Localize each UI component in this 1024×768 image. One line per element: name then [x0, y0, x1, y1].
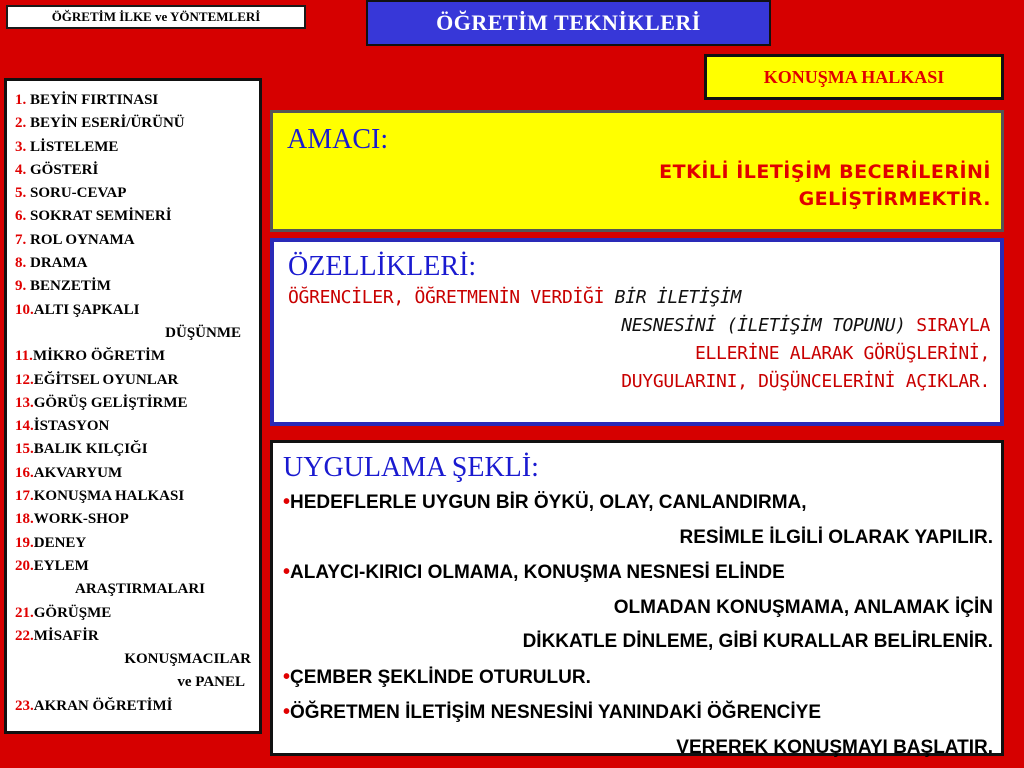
usage-panel	[270, 440, 1004, 756]
aim-line: GELİŞTİRMEKTİR.	[798, 188, 991, 210]
technique-item	[15, 532, 259, 555]
technique-number: 11.	[15, 348, 33, 365]
technique-label: AKRAN ÖĞRETİMİ	[33, 697, 173, 714]
technique-number: 23.	[15, 697, 34, 714]
features-line: ELLERİNE ALARAK GÖRÜŞLERİNİ,	[694, 343, 990, 364]
technique-number: 17.	[15, 488, 34, 505]
technique-item	[15, 555, 259, 578]
technique-item	[15, 438, 259, 461]
features-line: DUYGULARINI, DÜŞÜNCELERİNİ AÇIKLAR.	[621, 371, 990, 392]
bullet-icon: •	[283, 491, 291, 513]
features-text-segment: SIRAYLA	[905, 315, 990, 336]
bullet-icon: •	[283, 665, 291, 688]
course-label: ÖĞRETİM İLKE ve YÖNTEMLERİ	[6, 5, 306, 29]
technique-item	[15, 299, 259, 322]
technique-item	[15, 89, 259, 112]
technique-number: 16.	[15, 464, 34, 481]
technique-label-continuation: ve PANEL	[177, 674, 245, 691]
technique-label: SORU-CEVAP	[26, 185, 127, 202]
technique-label: ROL OYNAMA	[26, 231, 135, 248]
technique-item	[15, 159, 259, 182]
technique-item	[15, 229, 259, 252]
technique-item	[15, 695, 259, 718]
technique-item	[15, 112, 259, 135]
technique-label: KONUŞMA HALKASI	[33, 488, 185, 505]
technique-label: BEYİN FIRTINASI	[26, 92, 159, 108]
technique-label: DENEY	[33, 534, 87, 551]
features-text-segment: ÖĞRENCİLER, ÖĞRETMENİN VERDİĞİ	[288, 287, 615, 308]
usage-text: ALAYCI-KIRICI OLMAMA, KONUŞMA NESNESİ ELİNDE	[290, 562, 785, 583]
usage-line	[283, 555, 993, 591]
technique-number: 4.	[15, 161, 27, 178]
aim-text	[287, 159, 991, 213]
technique-item	[15, 252, 259, 275]
features-line	[288, 312, 990, 340]
usage-line	[283, 485, 993, 521]
features-heading: ÖZELLİKLERİ:	[288, 251, 477, 282]
technique-item	[15, 485, 259, 508]
technique-number: 9.	[15, 278, 27, 295]
technique-number: 10.	[15, 301, 34, 318]
usage-heading: UYGULAMA ŞEKLİ:	[283, 452, 539, 483]
usage-text: ÖĞRETMEN İLETİŞİM NESNESİNİ YANINDAKİ ÖĞRENCİYE	[290, 702, 822, 723]
aim-line: ETKİLİ İLETİŞİM BECERİLERİNİ	[659, 161, 991, 183]
features-text-segment: NESNESİNİ (İLETİŞİM TOPUNU)	[621, 315, 906, 336]
usage-text: ÇEMBER ŞEKLİNDE OTURULUR.	[290, 666, 591, 688]
technique-label: GÖSTERİ	[26, 161, 99, 178]
usage-line: RESİMLE İLGİLİ OLARAK YAPILIR.	[679, 526, 993, 548]
technique-label: BEYİN ESERİ/ÜRÜNÜ	[26, 115, 185, 132]
technique-label: GÖRÜŞME	[33, 604, 112, 621]
technique-number: 2.	[15, 115, 27, 132]
technique-number: 14.	[15, 418, 34, 435]
usage-line	[283, 660, 993, 696]
technique-item	[15, 508, 259, 531]
bullet-icon: •	[283, 701, 291, 723]
technique-label: DRAMA	[26, 255, 88, 272]
technique-item	[15, 369, 259, 392]
technique-number: 18.	[15, 511, 34, 528]
technique-number: 1.	[15, 92, 27, 108]
technique-item	[15, 392, 259, 415]
technique-item	[15, 602, 259, 625]
techniques-list	[4, 78, 262, 734]
features-panel	[270, 238, 1004, 426]
technique-number: 15.	[15, 441, 34, 458]
features-line	[288, 284, 990, 312]
technique-number: 3.	[15, 138, 27, 155]
technique-number: 7.	[15, 231, 27, 248]
technique-label: EĞİTSEL OYUNLAR	[33, 371, 179, 388]
aim-heading: AMACI:	[287, 124, 389, 155]
technique-number: 21.	[15, 604, 34, 621]
slide-title: ÖĞRETİM TEKNİKLERİ	[366, 0, 771, 46]
technique-item	[15, 182, 259, 205]
technique-number: 12.	[15, 371, 34, 388]
technique-label: WORK-SHOP	[33, 511, 129, 528]
usage-text: HEDEFLERLE UYGUN BİR ÖYKÜ, OLAY, CANLANDIRMA,	[290, 492, 807, 513]
technique-label: SOKRAT SEMİNERİ	[26, 208, 172, 225]
technique-item	[15, 136, 259, 159]
technique-title: KONUŞMA HALKASI	[704, 54, 1004, 100]
technique-number: 6.	[15, 208, 27, 225]
technique-label-continuation: KONUŞMACILAR	[124, 651, 251, 668]
technique-label: BENZETİM	[26, 278, 111, 295]
features-text-segment: BİR İLETİŞİM	[614, 287, 742, 308]
aim-panel	[270, 110, 1004, 232]
technique-item	[15, 415, 259, 438]
technique-number: 20.	[15, 557, 34, 574]
technique-number: 13.	[15, 394, 34, 411]
technique-item	[15, 275, 259, 298]
usage-line	[283, 695, 993, 731]
technique-label: BALIK KILÇIĞI	[33, 441, 148, 458]
technique-number: 5.	[15, 185, 27, 202]
technique-label-continuation: DÜŞÜNME	[165, 324, 241, 341]
technique-label: GÖRÜŞ GELİŞTİRME	[33, 394, 188, 411]
technique-item	[15, 345, 259, 368]
technique-number: 8.	[15, 255, 27, 272]
technique-number: 22.	[15, 627, 34, 644]
usage-line: OLMADAN KONUŞMAMA, ANLAMAK İÇİN	[613, 596, 993, 618]
technique-item	[15, 205, 259, 228]
usage-list	[283, 485, 993, 765]
technique-label: MİKRO ÖĞRETİM	[32, 348, 166, 365]
technique-label: EYLEM	[33, 557, 89, 574]
technique-label: İSTASYON	[33, 418, 110, 435]
technique-label-continuation: ARAŞTIRMALARI	[75, 581, 206, 598]
usage-line: DİKKATLE DİNLEME, GİBİ KURALLAR BELİRLENİR.	[522, 631, 993, 652]
bullet-icon: •	[283, 561, 291, 583]
technique-number: 19.	[15, 534, 34, 551]
technique-label: ALTI ŞAPKALI	[33, 301, 140, 318]
features-text	[288, 284, 990, 396]
technique-label: AKVARYUM	[33, 464, 123, 481]
technique-label: LİSTELEME	[26, 138, 119, 155]
technique-label: MİSAFİR	[33, 627, 99, 644]
technique-item	[15, 462, 259, 485]
usage-line: VEREREK KONUŞMAYI BAŞLATIR.	[676, 736, 993, 758]
technique-item	[15, 625, 259, 648]
